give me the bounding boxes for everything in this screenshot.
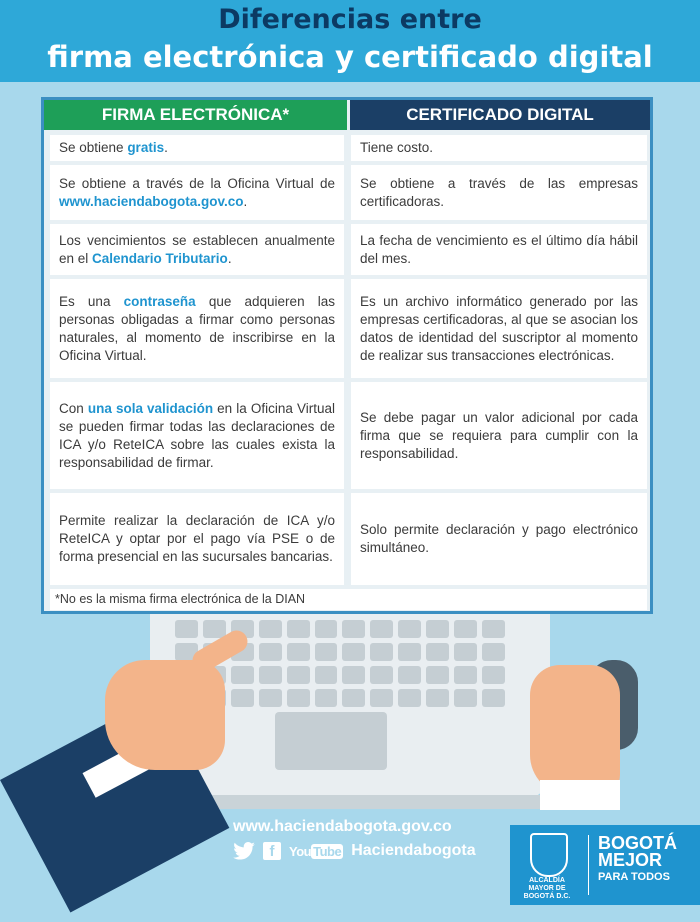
bogota-logo (510, 825, 700, 905)
left-hand-illustration (105, 660, 225, 770)
cell-text: Solo permite declaración y pago electrónico simultáneo. (360, 522, 638, 555)
cell-text: Se obtiene a través de la Oficina Virtual de (59, 175, 335, 191)
highlighted-text: una sola validación (87, 400, 214, 416)
table-cell (50, 165, 344, 220)
youtube-icon[interactable] (289, 844, 343, 859)
right-hand-illustration (530, 665, 620, 795)
table-cell (50, 493, 344, 585)
table-cell (351, 165, 647, 220)
cell-text: . (227, 250, 232, 266)
cell-text: . (243, 193, 248, 209)
table-cell (351, 224, 647, 275)
cell-text: que adquieren las personas obligadas a firmar como personas naturales, al momento de inscribirse en la Oficina Virtual. (59, 293, 335, 363)
header-banner (0, 0, 700, 82)
slogan-line-2: MEJOR (598, 850, 663, 870)
highlighted-text: contraseña (123, 293, 196, 309)
facebook-icon[interactable]: f (263, 842, 281, 860)
youtube-you: You (289, 843, 312, 859)
cell-text: La fecha de vencimiento es el último día hábil del mes. (360, 232, 638, 266)
comparison-table (41, 97, 653, 614)
table-footnote: *No es la misma firma electrónica de la DIAN (50, 589, 647, 610)
cell-text: Se obtiene a través de las empresas certificadoras. (360, 175, 638, 209)
cell-text: Los vencimientos se establecen anualmente en el (59, 232, 335, 266)
slogan (598, 835, 677, 886)
cell-text: Tiene costo. (360, 140, 434, 155)
right-cuff-illustration (540, 780, 620, 810)
table-cell (50, 382, 344, 489)
column-header-certificado: CERTIFICADO DIGITAL (350, 100, 650, 130)
column-header-firma: FIRMA ELECTRÓNICA* (44, 100, 347, 130)
slogan-line-1: BOGOTÁ (598, 833, 677, 853)
highlighted-text: Calendario Tributario (92, 250, 228, 266)
alcaldia-label: ALCALDÍA MAYOR DE BOGOTÁ D.C. (523, 877, 571, 900)
cell-text: Es un archivo informático generado por las empresas certificadoras, al que se asocian los datos de identidad del suscriptor al momento de realizar sus transacciones electrónicas. (360, 293, 638, 363)
table-cell (351, 493, 647, 585)
touchpad-illustration (275, 712, 387, 770)
table-cell (50, 279, 344, 378)
twitter-icon[interactable] (233, 842, 255, 860)
website-link[interactable]: www.haciendabogota.gov.co (233, 818, 452, 835)
table-cell (351, 135, 647, 161)
title-line-1: Diferencias entre (218, 4, 482, 35)
table-cell (50, 135, 344, 161)
cell-text: Se debe pagar un valor adicional por cada firma que se requiera para cumplir con la responsabilidad. (360, 409, 638, 461)
table-cell (50, 224, 344, 275)
slogan-line-3: PARA TODOS (598, 871, 670, 883)
cell-text: Permite realizar la declaración de ICA y/o ReteICA y optar por el pago vía PSE o de forma presencial en las sucursales bancarias. (59, 513, 335, 564)
cell-text: en la Oficina Virtual se pueden firmar todas las declaraciones de ICA y/o ReteICA sobre las cuales exista la responsabilidad de firmar. (59, 400, 335, 470)
social-handle[interactable]: Haciendabogota (351, 842, 476, 859)
social-bar (233, 840, 476, 862)
logo-divider (588, 835, 589, 895)
cell-text: Es una (59, 293, 124, 309)
table-cell (351, 382, 647, 489)
highlighted-text: gratis (127, 140, 165, 155)
highlighted-text: www.haciendabogota.gov.co (59, 193, 244, 209)
bogota-crest-icon (530, 833, 568, 877)
youtube-tube: Tube (313, 843, 342, 859)
cell-text: Con (59, 400, 88, 416)
cell-text: Se obtiene (59, 140, 128, 155)
table-cell (351, 279, 647, 378)
cell-text: . (164, 140, 168, 155)
title-line-2: firma electrónica y certificado digital (47, 40, 653, 74)
